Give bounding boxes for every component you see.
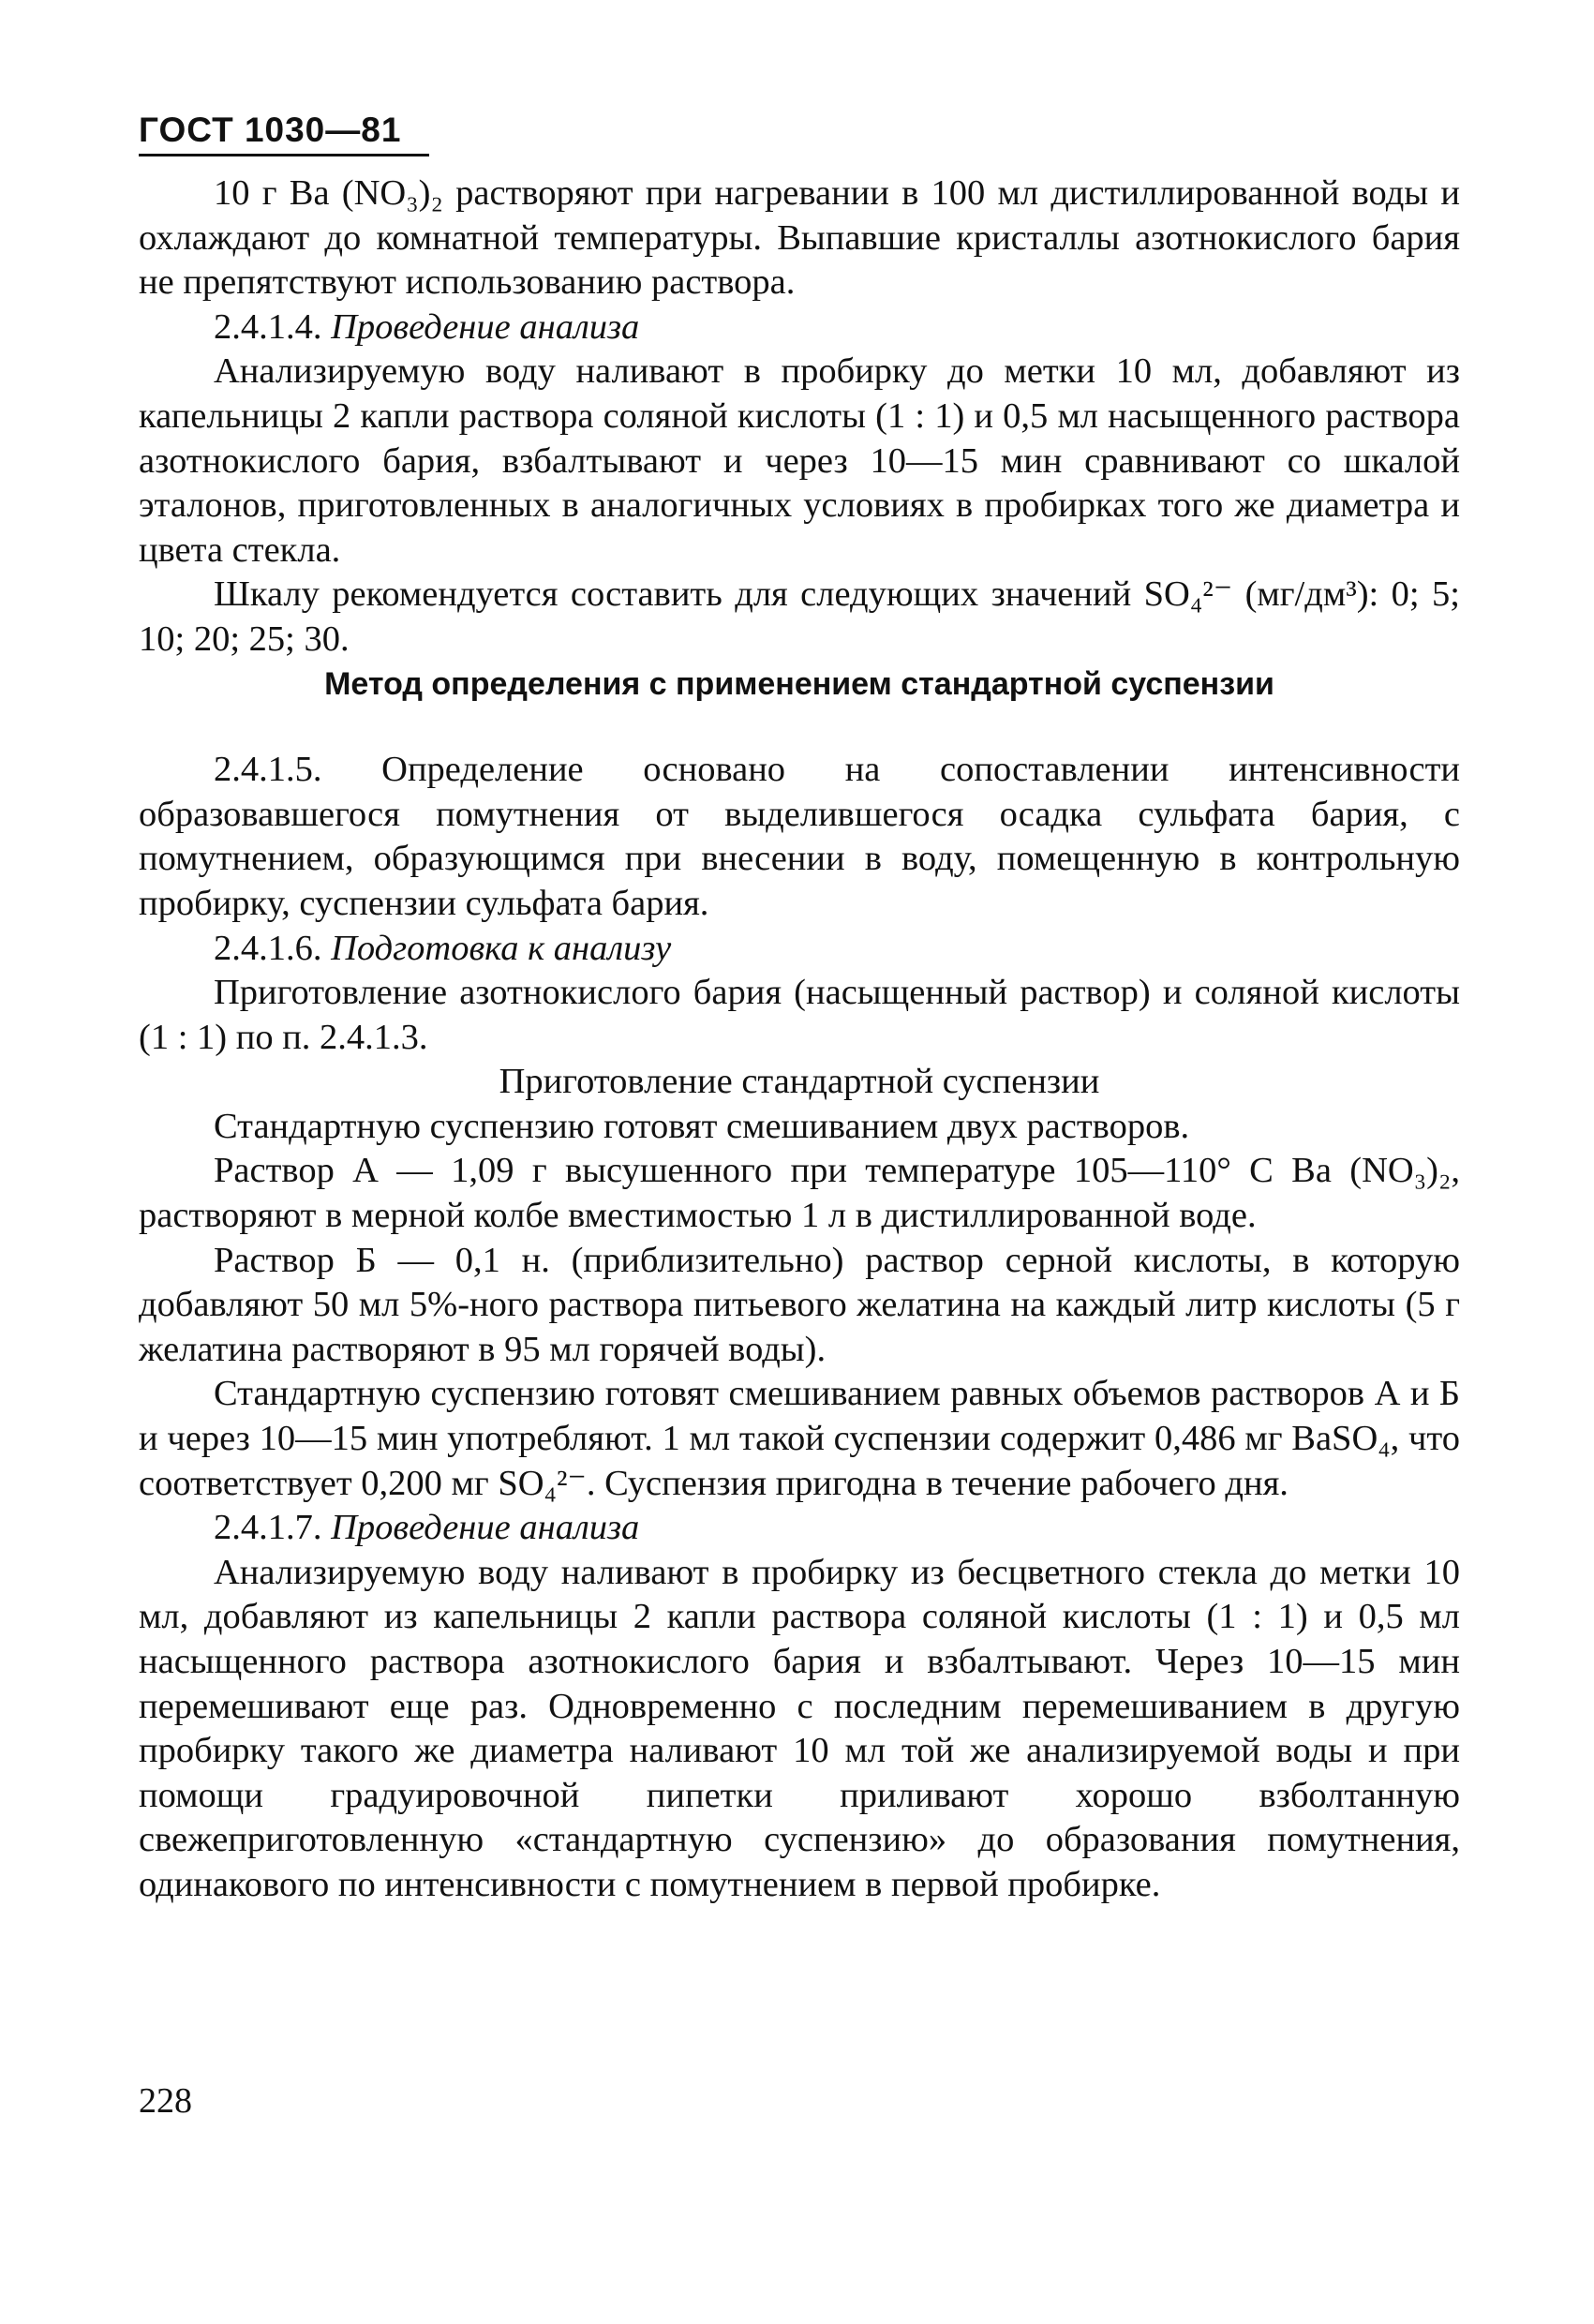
paragraph-two-solutions: Стандартную суспензию готовят смешиванием двух растворов. <box>214 1106 1190 1146</box>
paragraph-reagent-prep: 10 г Ba (NO₃)₂ растворяют при нагревании в 100 мл дистиллированной воды и охлаждают до комнатной температуры. Выпавшие кристаллы азотнокислого бария не препятствуют использованию раствора. <box>139 173 1460 303</box>
paragraph-analysis-procedure: Анализируемую воду наливают в пробирку до метки 10 мл, добавляют из капельницы 2 капли раствора соляной кислоты (1 : 1) и 0,5 мл насыщенного раствора азотнокислого бария, взбалтывают и через 10—15 мин сравнивают со шкалой эталонов, приготовленных в аналогичных условиях в пробирках того же диаметра и цвета стекла. <box>139 351 1460 570</box>
document-body <box>139 171 1460 1908</box>
paragraph-method-basis: 2.4.1.5. Определение основано на сопоставлении интенсивности образовавшегося помутнения от выделившегося осадка сульфата бария, с помутнением, образующимся при внесении в воду, помещенную в контрольную пробирку, суспензии сульфата бария. <box>139 750 1460 923</box>
section-title: Подготовка к анализу <box>331 928 672 968</box>
section-heading-2-4-1-7 <box>139 1506 1460 1551</box>
section-number: 2.4.1.7. <box>214 1508 322 1548</box>
page-number: 228 <box>139 2081 192 2121</box>
paragraph-final-procedure: Анализируемую воду наливают в пробирку из бесцветного стекла до метки 10 мл, добавляют из капельницы 2 капли раствора соляной кислоты (1 : 1) и 0,5 мл насыщенного раствора азотнокислого бария и взбалтывают. Через 10—15 мин перемешивают еще раз. Одновременно с последним перемешиванием в другую пробирку такого же диаметра наливают 10 мл той же анализируемой воды и при помощи градуировочной пипетки приливают хорошо взболтанную свежеприготовленную «стандартную суспензию» до образования помутнения, одинакового по интенсивности с помутнением в первой пробирке. <box>139 1552 1460 1904</box>
paragraph-preparation: Приготовление азотнокислого бария (насыщенный раствор) и соляной кислоты (1 : 1) по п. 2.4.1.3. <box>139 973 1460 1057</box>
method-heading: Метод определения с применением стандартной суспензии <box>324 665 1274 702</box>
document-page <box>139 111 1460 1908</box>
section-number: 2.4.1.4. <box>214 306 322 347</box>
paragraph-solution-a: Раствор А — 1,09 г высушенного при температуре 105—110° С Ba (NO₃)₂, растворяют в мерной колбе вместимостью 1 л в дистиллированной воде. <box>139 1151 1460 1236</box>
paragraph-suspension-mix: Стандартную суспензию готовят смешиванием равных объемов растворов А и Б и через 10—15 мин употребляют. 1 мл такой суспензии содержит 0,486 мг BaSO₄, что соответствует 0,200 мг SO₄²⁻. Суспензия пригодна в течение рабочего дня. <box>139 1374 1460 1503</box>
document-header: ГОСТ 1030—81 <box>139 111 429 156</box>
section-title: Проведение анализа <box>331 1508 640 1548</box>
subheading-standard-suspension: Приготовление стандартной суспензии <box>499 1062 1100 1102</box>
section-title: Проведение анализа <box>331 306 640 347</box>
paragraph-scale-values: Шкалу рекомендуется составить для следующих значений SO₄²⁻ (мг/дм³): 0; 5; 10; 20; 25; 30. <box>139 574 1460 659</box>
paragraph-solution-b: Раствор Б — 0,1 н. (приблизительно) раствор серной кислоты, в которую добавляют 50 мл 5%-ного раствора питьевого желатина на каждый литр кислоты (5 г желатина растворяют в 95 мл горячей воды). <box>139 1240 1460 1369</box>
section-number: 2.4.1.6. <box>214 928 322 968</box>
section-heading-2-4-1-4 <box>139 305 1460 350</box>
section-heading-2-4-1-6 <box>139 927 1460 972</box>
